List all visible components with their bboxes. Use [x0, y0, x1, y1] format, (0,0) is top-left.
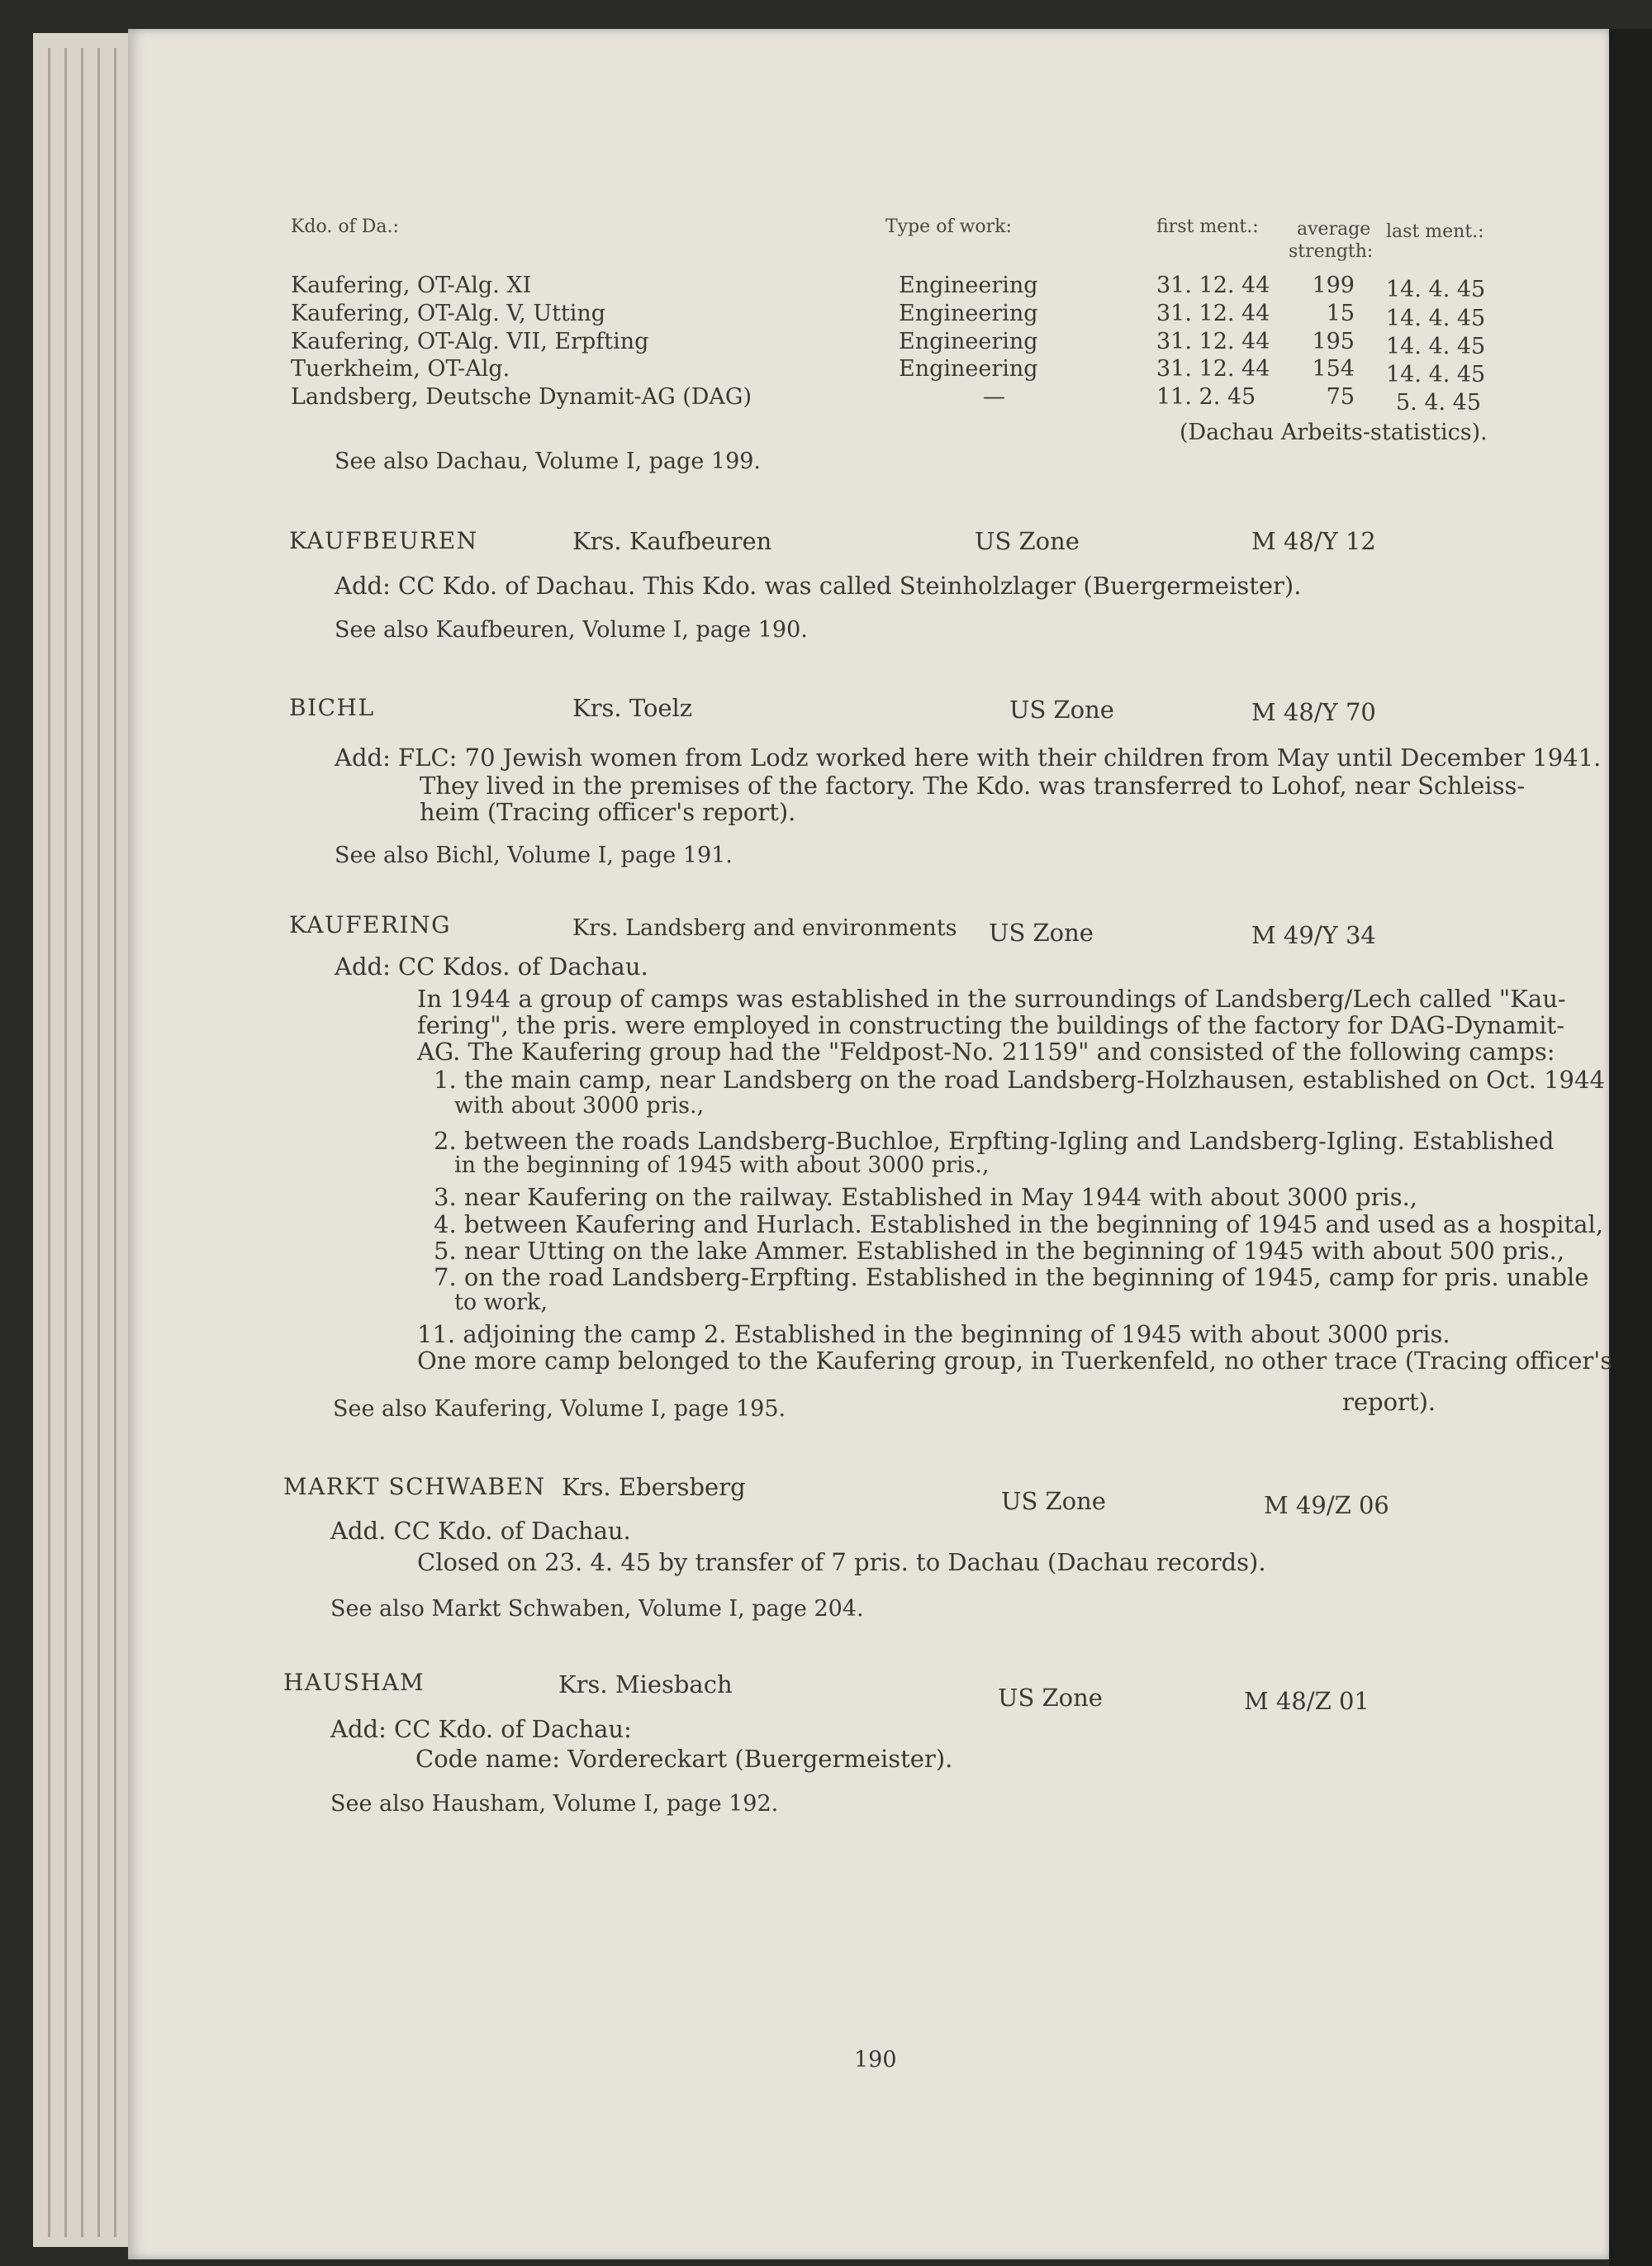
table-row-type: Engineering [899, 356, 1038, 382]
entry-paragraph: AG. The Kaufering group had the "Feldpost-No. 21159" and consisted of the following camps: [417, 1038, 1555, 1066]
table-row-last: 5. 4. 45 [1396, 390, 1482, 416]
table-row-type: Engineering [899, 301, 1038, 326]
entry-zone: US Zone [998, 1684, 1103, 1712]
table-row-type: Engineering [899, 273, 1038, 298]
table-row-avg: 75 [1326, 384, 1355, 410]
list-item: with about 3000 pris., [454, 1093, 705, 1119]
entry-closed: Closed on 23. 4. 45 by transfer of 7 pris. to Dachau (Dachau records). [417, 1548, 1266, 1576]
table-row-first: 31. 12. 44 [1156, 356, 1270, 382]
entry-zone: US Zone [1009, 696, 1114, 724]
background-edge [1609, 29, 1652, 2266]
table-source: (Dachau Arbeits-statistics). [1180, 420, 1488, 445]
entry-map-ref: M 49/Z 06 [1264, 1491, 1389, 1519]
entry-code-name: Code name: Vordereckart (Buergermeister). [415, 1745, 953, 1773]
entry-add-line: They lived in the premises of the factory. The Kdo. was transferred to Lohof, near Schleiss- [420, 772, 1526, 800]
list-item: 3. near Kaufering on the railway. Established in May 1944 with about 3000 pris., [434, 1183, 1418, 1211]
table-row-avg: 154 [1312, 356, 1355, 382]
entry-paragraph: One more camp belonged to the Kaufering group, in Tuerkenfeld, no other trace (Tracing officer's [417, 1347, 1613, 1375]
page-edge [114, 48, 116, 2237]
table-row-first: 11. 2. 45 [1156, 384, 1256, 410]
entry-map-ref: M 48/Y 12 [1251, 527, 1376, 555]
page-edge [64, 48, 67, 2237]
page-edge [48, 48, 50, 2237]
page-edge [97, 48, 100, 2237]
table-header-last: last ment.: [1386, 221, 1484, 242]
see-also: See also Kaufbeuren, Volume I, page 190. [335, 617, 808, 643]
entry-paragraph: In 1944 a group of camps was established in the surroundings of Landsberg/Lech called "Kau- [417, 985, 1566, 1013]
table-header-avg: strength: [1289, 241, 1374, 262]
table-header-avg: average [1297, 219, 1371, 240]
list-item: 4. between Kaufering and Hurlach. Established in the beginning of 1945 and used as a hospital, [434, 1210, 1603, 1238]
entry-add: Add: FLC: 70 Jewish women from Lodz worked here with their children from May until December 1941. [335, 743, 1602, 772]
table-row-name: Landsberg, Deutsche Dynamit-AG (DAG) [291, 384, 752, 410]
list-item: in the beginning of 1945 with about 3000 pris., [454, 1152, 990, 1178]
entry-add: Add: CC Kdo. of Dachau: [330, 1715, 632, 1743]
list-item: 5. near Utting on the lake Ammer. Established in the beginning of 1945 with about 500 pris., [434, 1237, 1565, 1265]
entry-title: BICHL [289, 694, 375, 721]
list-item: 7. on the road Landsberg-Erpfting. Established in the beginning of 1945, camp for pris. unable [434, 1263, 1589, 1291]
table-row-avg: 199 [1312, 273, 1355, 298]
entry-map-ref: M 48/Z 01 [1244, 1687, 1370, 1715]
entry-title: KAUFBEUREN [289, 527, 478, 554]
table-row-name: Kaufering, OT-Alg. V, Utting [291, 301, 606, 326]
entry-add: Add: CC Kdos. of Dachau. [335, 952, 648, 981]
entry-add: Add. CC Kdo. of Dachau. [330, 1517, 631, 1545]
entry-zone: US Zone [989, 919, 1094, 947]
table-row-first: 31. 12. 44 [1156, 273, 1270, 298]
entry-district: Krs. Miesbach [558, 1670, 733, 1698]
entry-map-ref: M 49/Y 34 [1251, 921, 1376, 949]
page-number: 190 [854, 2047, 897, 2073]
table-header-type: Type of work: [885, 216, 1012, 237]
entry-paragraph: fering", the pris. were employed in constructing the buildings of the factory for DAG-Dynamit- [417, 1011, 1564, 1039]
table-row-name: Kaufering, OT-Alg. VII, Erpfting [291, 329, 649, 354]
table-header-first: first ment.: [1156, 216, 1259, 237]
table-row-last: 14. 4. 45 [1386, 277, 1486, 302]
table-row-avg: 195 [1312, 329, 1355, 354]
table-row-last: 14. 4. 45 [1386, 362, 1486, 387]
list-item: 2. between the roads Landsberg-Buchloe, Erpfting-Igling and Landsberg-Igling. Established [434, 1127, 1555, 1155]
see-also: See also Markt Schwaben, Volume I, page 204. [330, 1596, 864, 1622]
table-row-type: Engineering [899, 329, 1038, 354]
see-also: See also Hausham, Volume I, page 192. [330, 1791, 779, 1817]
entry-title: KAUFERING [289, 911, 451, 938]
table-row-type: — [983, 384, 1005, 410]
table-row-first: 31. 12. 44 [1156, 329, 1270, 354]
table-row-last: 14. 4. 45 [1386, 306, 1486, 331]
entry-zone: US Zone [975, 527, 1080, 555]
entry-zone: US Zone [1001, 1487, 1106, 1515]
entry-district: Krs. Kaufbeuren [572, 527, 772, 555]
see-also-dachau: See also Dachau, Volume I, page 199. [335, 449, 762, 474]
list-item: to work, [454, 1290, 548, 1315]
page-edge [81, 48, 83, 2237]
table-row-avg: 15 [1326, 301, 1355, 326]
see-also: See also Kaufering, Volume I, page 195. [333, 1396, 786, 1422]
table-row-name: Tuerkheim, OT-Alg. [291, 356, 510, 382]
entry-title: HAUSHAM [283, 1669, 425, 1696]
entry-district: Krs. Toelz [572, 694, 693, 722]
table-row-last: 14. 4. 45 [1386, 334, 1486, 359]
entry-add: Add: CC Kdo. of Dachau. This Kdo. was called Steinholzlager (Buergermeister). [335, 572, 1302, 600]
entry-title: MARKT SCHWABEN [283, 1473, 546, 1500]
table-header-kdo: Kdo. of Da.: [291, 216, 399, 237]
list-item: 11. adjoining the camp 2. Established in the beginning of 1945 with about 3000 pris. [417, 1320, 1450, 1348]
entry-paragraph: report). [1342, 1388, 1436, 1416]
entry-district: Krs. Ebersberg [562, 1473, 746, 1501]
see-also: See also Bichl, Volume I, page 191. [335, 843, 733, 868]
entry-add-line: heim (Tracing officer's report). [420, 798, 796, 826]
table-row-name: Kaufering, OT-Alg. XI [291, 273, 532, 298]
list-item: 1. the main camp, near Landsberg on the road Landsberg-Holzhausen, established on Oct. 1944 [434, 1066, 1605, 1094]
entry-district: Krs. Landsberg and environments [572, 915, 957, 941]
table-row-first: 31. 12. 44 [1156, 301, 1270, 326]
entry-map-ref: M 48/Y 70 [1251, 698, 1376, 726]
